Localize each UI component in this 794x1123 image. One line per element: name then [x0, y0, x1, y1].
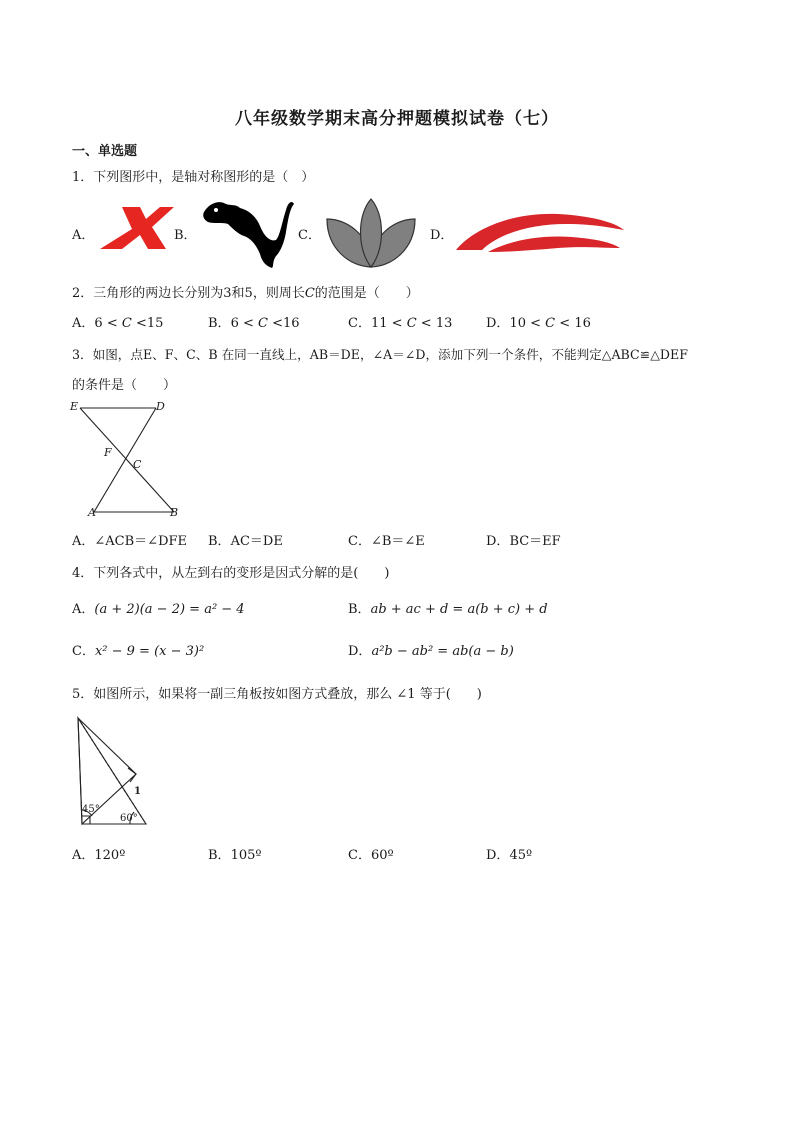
option-op: < — [391, 316, 403, 331]
option-lo: 6 — [230, 316, 239, 331]
option-lo: 10 — [509, 316, 526, 331]
option-hi: 13 — [435, 316, 453, 331]
q2-option-b — [208, 312, 300, 331]
option-text: 60º — [370, 848, 394, 863]
q3-option-b — [208, 530, 283, 549]
option-label: C． — [348, 316, 371, 331]
option-op: < — [559, 316, 571, 331]
page-title: 八年级数学期末高分押题模拟试卷（七） — [235, 109, 559, 129]
label-c: C — [133, 458, 142, 471]
q1-option-a-label: A． — [72, 228, 95, 243]
option-formula: x² − 9 = (x − 3)² — [94, 644, 205, 659]
option-text: ∠ACB＝∠DFE — [94, 534, 187, 549]
q3-option-d — [486, 530, 561, 549]
q5-option-c — [348, 844, 394, 863]
question-1-stem: 1．下列图形中，是轴对称图形的是（ ） — [72, 170, 315, 185]
question-2-stem-end: 的范围是（ ） — [314, 286, 419, 301]
option-label: C． — [348, 848, 371, 863]
puma-logo-icon — [200, 196, 296, 270]
q4-option-a — [72, 598, 245, 617]
label-b: B — [170, 506, 179, 519]
q3-triangle-figure — [66, 398, 186, 520]
xtep-logo-icon — [100, 205, 175, 253]
label-d: D — [156, 400, 165, 413]
option-formula: a²b − ab² = ab(a − b) — [371, 644, 514, 659]
q5-option-a — [72, 844, 125, 863]
option-hi: 15 — [146, 316, 164, 331]
option-label: B． — [348, 602, 371, 617]
angle-45-label: 45° — [82, 804, 100, 815]
option-text: AC＝DE — [230, 534, 283, 549]
option-hi: 16 — [283, 316, 300, 331]
option-formula: (a + 2)(a − 2) = a² − 4 — [94, 602, 245, 617]
question-2-stem-var: C — [304, 286, 315, 301]
option-label: A． — [72, 848, 95, 863]
q2-option-d — [486, 312, 591, 331]
question-3-stem-line1: 3．如图，点E、F、C、B 在同一直线上，AB＝DE，∠A＝∠D，添加下列一个条件，不能判定△ABC≌△DEF — [72, 347, 688, 362]
option-label: B． — [208, 848, 231, 863]
option-label: B． — [208, 316, 231, 331]
option-op: < — [242, 316, 254, 331]
leaf-logo-icon — [322, 197, 420, 271]
angle-60-label: 60° — [120, 813, 138, 824]
option-hi: 16 — [574, 316, 591, 331]
option-text: ∠B＝∠E — [370, 534, 425, 549]
option-label: D． — [486, 316, 510, 331]
question-3-stem-line2: 的条件是（ ） — [72, 378, 177, 393]
q5-option-b — [208, 844, 262, 863]
question-4-stem: 4．下列各式中，从左到右的变形是因式分解的是( ) — [72, 566, 390, 581]
option-op: < — [272, 316, 284, 331]
q1-option-b-label: B． — [174, 228, 197, 243]
option-label: C． — [348, 534, 371, 549]
q4-option-c — [72, 640, 204, 659]
option-var: C — [545, 316, 556, 331]
option-var: C — [121, 316, 132, 331]
option-formula: ab + ac + d = a(b + c) + d — [370, 602, 548, 617]
option-op: < — [530, 316, 542, 331]
q2-option-c — [348, 312, 452, 331]
label-a: A — [88, 506, 96, 519]
section-heading: 一、单选题 — [72, 144, 138, 159]
question-5-stem: 5．如图所示，如果将一副三角板按如图方式叠放，那么 ∠1 等于( ) — [72, 687, 482, 702]
q4-option-b — [348, 598, 548, 617]
option-text: 105º — [230, 848, 262, 863]
option-text: 120º — [94, 848, 126, 863]
option-var: C — [258, 316, 268, 331]
option-op: < — [106, 316, 118, 331]
option-label: D． — [348, 644, 372, 659]
q4-option-d — [348, 640, 514, 659]
lining-logo-icon — [454, 208, 626, 254]
q3-option-c — [348, 530, 425, 549]
option-label: A． — [72, 316, 95, 331]
option-label: C． — [72, 644, 95, 659]
option-text: 45º — [509, 848, 533, 863]
option-label: A． — [72, 602, 95, 617]
question-2-stem — [72, 282, 419, 301]
option-op: < — [420, 316, 432, 331]
option-label: D． — [486, 848, 510, 863]
angle-1-label: 1 — [134, 786, 141, 797]
q1-option-c-label: C． — [298, 228, 321, 243]
q5-option-d — [486, 844, 532, 863]
option-label: B． — [208, 534, 231, 549]
option-label: D． — [486, 534, 510, 549]
label-e: E — [70, 400, 79, 413]
option-op: < — [135, 316, 147, 331]
option-var: C — [406, 316, 417, 331]
option-lo: 6 — [94, 316, 103, 331]
question-2-stem-text: 2．三角形的两边长分别为3和5，则周长 — [72, 286, 305, 301]
q3-option-a — [72, 530, 187, 549]
option-label: A． — [72, 534, 95, 549]
option-text: BC＝EF — [509, 534, 561, 549]
q2-option-a — [72, 312, 163, 331]
q1-option-d-label: D． — [430, 228, 454, 243]
label-f: F — [104, 446, 112, 459]
q5-set-square-figure — [72, 712, 158, 832]
option-lo: 11 — [370, 316, 388, 331]
